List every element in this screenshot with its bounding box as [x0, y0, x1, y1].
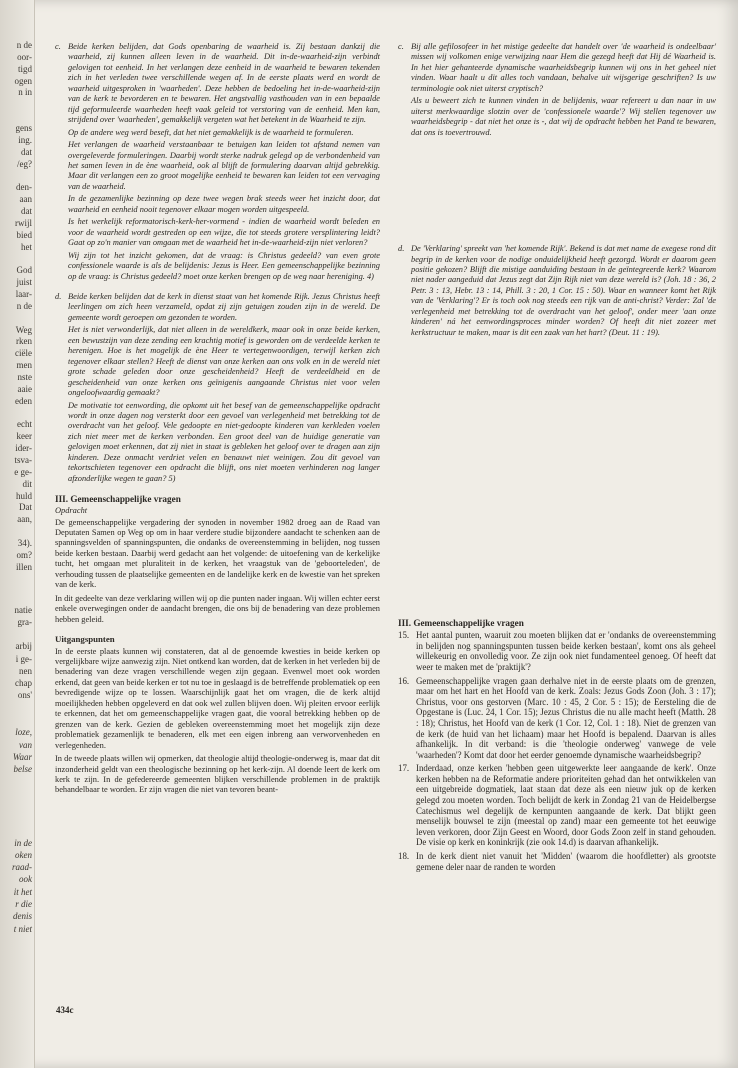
paragraph: Het is niet verwonderlijk, dat niet alleen in de wereldkerk, maar ook in onze beide kerken, een bewustzijn van deze zending een krachtig motief is geworden om de verdeelde kerken te herenigen. Hoe is het mogelijk de ène Heer te vertegenwoordigen, terwijl kerken zich tegenover elkaar stellen? Heeft de dienst van onze kerken aan ons volk en in de wereld niet grote schade geleden door onze gescheidenheid? Heeft de verdeeldheid en de gescheidenheid van onze kerken ons geïnigenis aangaande Christus niet voor velen ongeloofwaardig gemaakt?	[68, 325, 380, 398]
gutter-text-fragment: ook	[19, 874, 32, 885]
gutter-text-fragment: 34).	[17, 537, 32, 548]
gutter-text-fragment: /eg?	[17, 158, 32, 169]
gutter-text-fragment: dit	[22, 478, 32, 489]
gutter-text-fragment: gra-	[17, 616, 32, 627]
gutter-text-fragment: t niet	[13, 923, 32, 934]
point-number: 17.	[398, 763, 410, 774]
gutter-text-fragment: aan	[19, 194, 32, 205]
gutter-text-fragment: raad-	[12, 862, 32, 873]
paragraph: Beide kerken belijden, dat Gods openbaring de waarheid is. Zij bestaan dankzij die waarheid, zij kunnen alleen leven in de waarheid. Dit in-de-waarheid-zijn verbindt gelovigen tot eenheid. In het verlangen deze eenheid in de waarheid te bewaren tekenden zich in het verleden twee verschillende wegen af. In de eerste plaats werd en wordt de waarheid uitgesproken in 'waarheden'. Deze hebben de bedoeling het in-de-waarheid-zijn van de kerk te bevorderen en te bewaren. Het angstvallig vasthouden van in een bepaalde tijd geformuleerde waarheden heeft vaak geleid tot verstoring van de eenheid. Men kan, strijdend over 'waarheden', gemakkelijk vergeten wat het betekent in de Waarheid te zijn.	[68, 42, 380, 125]
paragraph: De 'Verklaring' spreekt van 'het komende Rijk'. Bekend is dat met name de exegese rond dit begrip in de kerken voor de nodige onduidelijkheid heeft gezorgd. Wordt er daarom geen positie gekozen? Blijft die mistige aanduiding bestaan in de geïntegreerde kerk? Waarom niet nader aangeduid dat Jezus zegt dat Zijn Rijk niet van deze wereld is? (Joh. 18 : 36, 2 Petr. 3 : 13, Hebr. 13 : 14, Phill. 3 : 20, 1 Cor. 15 : 50). Waar en wanneer komt het Rijk van de 'Verklaring'? Er is toch ook nog steeds een rijk van de anti-christ? Verder: Zal 'de verlegenheid met betrekking tot de overdracht van het geloof', onder meer 'aan onze kinderen' ná het eenwordingsproces minder worden? Of heeft dit niet zozeer met kerkstructuur te maken, maar is dit een zaak van het hart? (Deut. 11 : 19).	[411, 244, 716, 337]
gutter-text-fragment: rken	[16, 336, 32, 347]
subsection-heading-uitgangspunten: Uitgangspunten	[55, 634, 115, 645]
gutter-text-fragment: eden	[15, 395, 32, 406]
paragraph: De gemeenschappelijke vergadering der synoden in november 1982 droeg aan de Raad van Deputaten Samen op Weg op om in haar verdere studie bijzondere aandacht te schenken aan de spanningsvelden of spanningspunten, die ondanks de overeenstemming in belijden, nog tussen beide kerken bestaan. Daarbij werd gedacht aan het volgende: de uitoefening van de kerkelijke tucht, het omgaan met pluraliteit in de kerken, het vraagstuk van de 'geboorteleden', de verhouding tussen de plaatselijke gemeenten en de landelijke kerk en de kwestie van het spreken van de kerk.	[55, 517, 380, 590]
gutter-text-fragment: men	[16, 360, 32, 371]
gutter-text-fragment: loze,	[15, 727, 32, 738]
gutter-text-fragment: belse	[13, 764, 32, 775]
paragraph: Als u beweert zich te kunnen vinden in de belijdenis, waar refereert u dan naar in uw uiterst merkwaardige slotzin over de 'confessionele waarde'? Wij stellen tegenover uw waarheidsbegrip - dat niet het onze is -, dat wij de opdracht hebben het Pand te bewaren, dat ons is toevertrouwd.	[411, 96, 716, 137]
item-label: c.	[398, 42, 404, 51]
gutter-text-fragment: het	[21, 241, 32, 252]
gutter-text-fragment: chap	[15, 678, 32, 689]
numbered-point-17	[398, 763, 716, 848]
right-column	[398, 42, 716, 875]
left-item-d	[55, 292, 380, 484]
paragraph: De motivatie tot eenwording, die opkomt uit het besef van de gemeenschappelijke opdracht wordt in onze dagen nog versterkt door een gevoel van verlegenheid met betrekking tot de overdracht van het geloof. Vele gedoopte en niet-gedoopte kinderen van kerkleden voelen zich niet meer met de kerken verbonden. Een groot deel van de huidige generatie van gelovigen moet erkennen, dat zij niet in staat is gebleken het geloof over te dragen aan zijn kinderen. Deze onmacht verdriet velen en benauwt niet weinigen. Zou dit gevoel van tekortschieten tegenover een opdracht die blijft, ons niet moeten verhinderen nog langer afzonderlijke wegen te gaan? 5)	[68, 400, 380, 483]
gutter-text-fragment: nen	[19, 665, 32, 676]
paragraph: Bij alle gefilosofeer in het mistige gedeelte dat handelt over 'de waarheid is ondeelbaar' missen wij volkomen enige verwijzing naar Hem die gezegd heeft dat Hij dé Waarheid is. In het hier gehanteerde dynamische waarheidsbegrip kunnen wij ons in het geheel niet vinden. Waar haalt u dit alles toch vandaan, behalve uit wijsgerige geschriften? Is uw terminologie ook niet uiterst cryptisch?	[411, 42, 716, 93]
paragraph: In de eerste plaats kunnen wij constateren, dat al de genoemde kwesties in beide kerken op vergelijkbare wijze aanwezig zijn. Niet ontkend kan worden, dat de kerken in het verleden bij de benadering van deze vragen verschillende wegen zijn gegaan. Evenwel moet ook worden erkend, dat geen van beide kerken er tot nu toe in geslaagd is de betreffende problematiek op een bevredigende wijze op te lossen. Waarschijnlijk gaat het om vragen, die de kerk altijd moeilijkheden hebben opgeleverd en dat ook wel zullen blijven doen. Wij pleiten ervoor eerlijk te erkennen, dat het om gemeenschappelijke vragen gaat, die vooral betrekking hebben op de grenzen van de kerk. Gezien de gebleken overeenstemming moet het mogelijk zijn deze problematiek gezamenlijk te benaderen, elk met een eigen inbreng aan verworvenheden en verlegenheden.	[55, 646, 380, 750]
page-number: 434c	[56, 1005, 74, 1015]
gutter-text-fragment: ons'	[17, 690, 32, 701]
point-number: 16.	[398, 675, 410, 686]
gutter-text-fragment: dat	[21, 205, 32, 216]
gutter-text-fragment: illen	[16, 561, 32, 572]
gutter-text-fragment: n in	[18, 87, 32, 98]
right-item-d	[398, 244, 716, 338]
gutter-text-fragment: aaie	[17, 383, 32, 394]
left-column	[55, 42, 380, 799]
gutter-text-fragment: n de	[16, 300, 32, 311]
left-item-c	[55, 42, 380, 282]
subheading-opdracht: Opdracht	[55, 506, 88, 516]
gutter-text-fragment: e ge-	[14, 466, 32, 477]
numbered-point-18	[398, 851, 716, 872]
gutter-text-fragment: ogen	[14, 75, 32, 86]
paragraph: In de gezamenlijke bezinning op deze twee wegen brak steeds weer het inzicht door, dat waarheid en eenheid nooit tegenover elkaar mogen worden uitgespeeld.	[68, 194, 380, 214]
numbered-point-15	[398, 630, 716, 672]
gutter-text-fragment: oken	[15, 849, 32, 860]
section-heading-iii: III. Gemeenschappelijke vragen	[55, 494, 181, 505]
point-number: 18.	[398, 851, 410, 862]
gutter-text-fragment: ider-	[15, 443, 32, 454]
item-label: c.	[55, 42, 61, 51]
gutter-text-fragment: gens	[15, 122, 32, 133]
paragraph: In dit gedeelte van deze verklaring willen wij op die punten nader ingaan. Wij willen echter eerst enkele overwegingen onder de aandacht brengen, die ons bij de benadering van deze problemen hebben geleid.	[55, 593, 380, 624]
section-heading-iii: III. Gemeenschappelijke vragen	[398, 618, 524, 629]
gutter-text-fragment: Waar	[12, 751, 32, 762]
gutter-text-fragment: it het	[13, 886, 32, 897]
gutter-text-fragment: nste	[17, 371, 32, 382]
item-label: d.	[55, 291, 62, 301]
adjacent-page-margin	[0, 0, 35, 1068]
point-text: Inderdaad, onze kerken 'hebben geen uitgewerkte leer aangaande de kerk'. Onze kerken hebben na de Reformatie andere prioriteiten gehad dan het ontwikkelen van een uitgebreide dogmatiek, laat staan dat deze als een nieuw juk op de kerken gelegd zou moeten worden. Toch belijdt de kerk in Zondag 21 van de Heidelbergse Catechismus wel degelijk de kernpunten aangaande de kerk. Dat blijkt geen menselijk bouwsel te zijn (meestal op zand) maar een gemeente tot het eeuwige leven verkoren, door Zijn Geest en Woord, door Gods Zoon zelf in stand gehouden. De visie op kerk en koninkrijk (zie ook 14.d) is daarvan afhankelijk.	[416, 763, 716, 848]
point-text: Gemeenschappelijke vragen gaan derhalve niet in de eerste plaats om de grenzen, maar om het hart en het Hoofd van de kerk. Zoals: Jezus Gods Zoon (Joh. 3 : 17); Christus, voor ons gestorven (Marc. 10 : 45, 2 Cor. 5 : 15); de Eersteling die de Opgestane is (Luc. 24, 1 Cor. 15); Jezus Christus die nu alle macht heeft (Matth. 28 : 18); Christus, het Hoofd van de kerk (1 Cor. 12, Col. 1 : 18). Niet de grenzen van de kerk (de huid van het lichaam) maar het Hoofd is bepalend. Daarvan is alles afhankelijk. In dit verband: is die 'theologie onderweg' vanwege de vele 'waarheden'? Komt dat door het eerder genoemde dynamische waarheidsbegrip?	[416, 675, 716, 760]
blank-space	[398, 348, 716, 610]
gutter-text-fragment: Weg	[15, 324, 32, 335]
paragraph: Wij zijn tot het inzicht gekomen, dat de vraag: is Christus gedeeld? van even grote confessionele waarde is als de belijdenis: Jezus is Heer. Een gemeenschappelijke bezinning op de vraag: is Christus gedeeld? moet onze kerken brengen op de weg naar hereniging. 4)	[68, 250, 380, 281]
gutter-text-fragment: n de	[16, 40, 32, 50]
gutter-text-fragment: natie	[14, 604, 32, 615]
paragraph: In de tweede plaats willen wij opmerken, dat theologie altijd theologie-onderweg is, maar dat dit inzonderheid geldt van een theologische bezinning op het kerk-zijn. Al doende leert de kerk om kerk te zijn. In de gefedereerde gemeenten blijken verschillende problemen in de praktijk behandelbaar te worden. Er zijn vragen die niet van tevoren beant-	[55, 754, 380, 795]
gutter-text-fragment: ing.	[18, 134, 32, 145]
paragraph: Het verlangen de waarheid verstaanbaar te betuigen kan leiden tot afstand nemen van overgeleverde formuleringen. Daarbij wordt sterke nadruk gelegd op de verbondenheid van het samen leven in de ène waarheid, ook al blijft de formulering daarvan altijd gebrekkig. Maar dit verlangen een zo groot mogelijke eenheid te bewaren kan leiden tot een vervaging van de waarheid.	[68, 140, 380, 191]
point-text: Het aantal punten, waaruit zou moeten blijken dat er 'ondanks de overeenstemming in belijden nog spanningspunten tussen beide kerken bestaan', komt ons als geheel willekeurig en onvolledig voor. Ze zijn ook niet fundamenteel genoeg. Of heeft dat weer te maken met de 'praktijk'?	[416, 630, 716, 672]
gutter-text-fragment: huld	[15, 490, 32, 501]
point-number: 15.	[398, 630, 410, 641]
gutter-text-fragment: in de	[14, 837, 32, 848]
gutter-text-fragment: r die	[15, 899, 32, 910]
gutter-text-fragment: i ge-	[15, 653, 32, 664]
gutter-text-fragment: denis	[13, 911, 32, 922]
right-item-c	[398, 42, 716, 138]
gutter-text-fragment: echt	[17, 419, 32, 430]
paragraph: Is het werkelijk reformatorisch-kerk-her-vormend - indien de waarheid wordt beleden en voor de waarheid wordt gestreden op een wijze, die tot steeds grotere versplintering leidt? Gaat op zo'n manier van omgaan met de waarheid het in-de-waarheid-zijn niet verloren?	[68, 217, 380, 248]
gutter-text-fragment: God	[16, 265, 32, 276]
blank-space	[398, 148, 716, 244]
paragraph: Op de andere weg werd beseft, dat het niet gemakkelijk is de waarheid te formuleren.	[68, 127, 354, 137]
point-text: In de kerk dient niet vanuit het 'Midden' (waarom die hoofdletter) als grootste gemene deler naar de randen te worden	[416, 851, 716, 872]
gutter-text-fragment: tigd	[17, 63, 32, 74]
gutter-text-fragment: rwijl	[15, 217, 32, 228]
gutter-text-fragment: laar-	[15, 288, 32, 299]
gutter-text-fragment: ciële	[15, 348, 32, 359]
gutter-text-fragment: dat	[21, 146, 32, 157]
gutter-text-fragment: oor-	[17, 51, 32, 62]
gutter-text-fragment: den-	[16, 182, 32, 193]
gutter-text-fragment: keer	[16, 431, 32, 442]
gutter-text-fragment: arbij	[15, 641, 32, 652]
gutter-text-fragment: aan,	[17, 514, 32, 525]
gutter-text-fragment: juist	[16, 277, 32, 288]
gutter-text-fragment: tsva-	[14, 454, 32, 465]
item-label: d.	[398, 244, 405, 254]
paragraph: Beide kerken belijden dat de kerk in dienst staat van het komende Rijk. Jezus Christus heeft leerlingen om zich heen verzameld, opdat zij zijn getuigen zouden zijn in de wereld. De gemeente wordt geroepen om gezonden te worden.	[68, 291, 380, 322]
gutter-text-fragment: om?	[16, 549, 32, 560]
gutter-text-fragment: van	[19, 739, 32, 750]
gutter-text-fragment: bied	[16, 229, 32, 240]
gutter-text-fragment: Dat	[19, 502, 32, 513]
numbered-point-16	[398, 676, 716, 761]
